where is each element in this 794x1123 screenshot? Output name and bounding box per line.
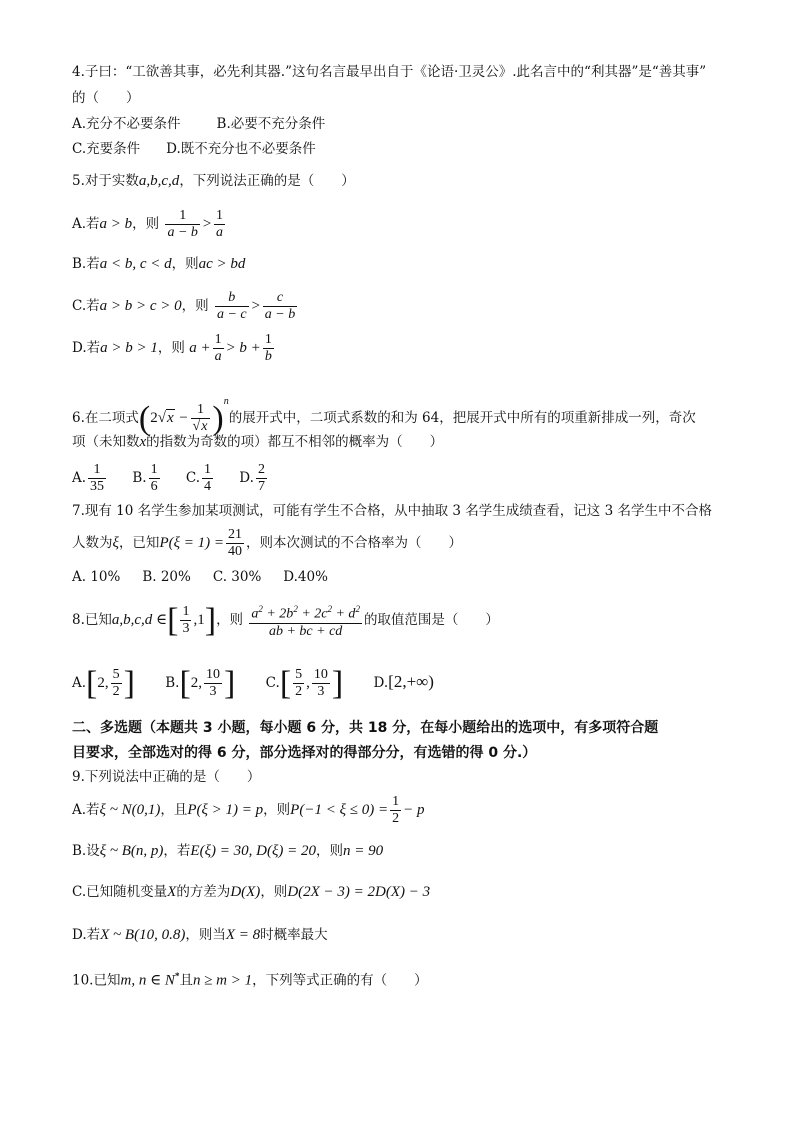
q9-b-prefix: B.设: [72, 843, 100, 859]
q7-stem-line1: 7.现有 10 名学生参加某项测试，可能有学生不合格，从中抽取 3 名学生成绩查看，记这 3 名学生中不合格: [72, 503, 712, 519]
q6-line2-prefix: 项（未知数: [72, 434, 140, 450]
q5-stem: [72, 171, 355, 191]
q5-d-then: ，则: [157, 340, 185, 356]
q9-option-b: [72, 841, 383, 861]
q6-stem-prefix: 6.在二项式: [72, 410, 139, 426]
q5-b-prefix: B.若: [72, 256, 100, 272]
q6-option-a-frac: $\frac{1}{35}$: [90, 462, 105, 494]
q8-then: ，则: [216, 612, 244, 628]
q9-b-cond: E(ξ) = 30, D(ξ) = 20: [190, 843, 316, 859]
q5-vars: a,b,c,d: [138, 173, 180, 189]
q8-option-b-label: B.: [165, 675, 180, 691]
q4-stem-line2: 的（ ）: [72, 90, 140, 106]
q4-option-d: D.既不充分也不必要条件: [166, 141, 316, 157]
q5-option-b: [72, 254, 245, 274]
q7-frac: $\frac{21}{40}$: [228, 527, 243, 559]
q8-expression: $\frac{a^2 + 2b^2 + 2c^2 + d^2}{ab + bc + cd}$: [249, 601, 362, 640]
q7-option-d: D.40%: [283, 569, 328, 585]
section2-header-line1: 二、多选题（本题共 3 小题，每小题 6 分，共 18 分，在每小题给出的选项中，有多项符合题: [72, 720, 659, 736]
q9-option-d: [72, 925, 328, 945]
q7-stem-line2: [72, 525, 462, 561]
q8-option-a-label: A.: [72, 675, 87, 691]
q9-a-prob: P(ξ > 1) = p: [187, 802, 264, 818]
q6-options: [72, 460, 269, 496]
q5-stem-prefix: 5.对于实数: [72, 173, 139, 189]
q9-b-result: n = 90: [343, 843, 384, 859]
q5-d-prefix: D.若: [72, 340, 101, 356]
q6-exponent: n: [223, 396, 229, 407]
q6-option-d-frac: $\frac{2}{7}$: [257, 462, 265, 494]
q6-option-d-label: D.: [239, 470, 254, 486]
q6-binomial-frac: $\frac{1}{√x}$: [191, 402, 211, 435]
q9-a-prefix: A.若: [72, 802, 100, 818]
q6-option-a-label: A.: [72, 470, 87, 486]
q5-a-then: ，则: [132, 216, 160, 232]
q6-option-b-frac: $\frac{1}{6}$: [150, 462, 158, 494]
q5-a-frac-left: $\frac{1}{a - b}$: [167, 208, 198, 240]
q9-d-prefix: D.若: [72, 927, 101, 943]
q10-star: *: [174, 971, 180, 981]
q7-options: [72, 567, 328, 587]
q5-b-then: ，则: [171, 256, 199, 272]
q4-options-cd: [72, 139, 316, 159]
q10-mid: 且: [179, 972, 193, 989]
q4-options-ab: [72, 114, 325, 134]
q5-d-frac-left: $\frac{1}{a}$: [214, 332, 222, 364]
q4-option-a: A.充分不必要条件: [72, 116, 181, 132]
q7-line2-prefix: 人数为: [72, 535, 113, 551]
q5-a-frac-right: $\frac{1}{a}$: [216, 208, 224, 240]
q9-d-dist: X ~ B(10, 0.8): [100, 927, 186, 943]
q6-option-b-label: B.: [132, 470, 147, 486]
q9-a-then: ，则: [263, 802, 291, 818]
q7-option-a: A. 10%: [72, 569, 121, 585]
q6-line2-suffix: 的指数为奇数的项）都互不相邻的概率为（ ）: [146, 434, 444, 450]
q8-vars: a,b,c,d ∈: [111, 612, 168, 628]
q6-stem-line2: [72, 432, 443, 452]
q5-a-prefix: A.若: [72, 216, 100, 232]
q4-stem-line1: 4.子曰：“工欲善其事，必先利其器.”这句名言最早出自于《论语·卫灵公》.此名言中的“利其器”是“善其事”: [72, 64, 707, 80]
q7-option-c: C. 30%: [212, 569, 262, 585]
q6-option-c-label: C.: [185, 470, 200, 486]
q4-option-c: C.充要条件: [72, 141, 141, 157]
q10-stem: [72, 966, 428, 991]
q9-a-dist: ξ ~ N(0,1): [99, 802, 161, 818]
q9-c-dx: D(X): [230, 884, 261, 900]
q6-line2-var: x: [139, 434, 147, 450]
q9-d-cond: X = 8: [225, 927, 261, 943]
q9-c-then: ，则: [260, 884, 288, 900]
q9-stem: 9.下列说法中正确的是（ ）: [72, 769, 261, 785]
q6-option-c-frac: $\frac{1}{4}$: [204, 462, 211, 494]
q10-suffix: ，下列等式正确的有（ ）: [252, 972, 428, 989]
q6-stem-suffix: 的展开式中，二项式系数的和为 64，把展开式中所有的项重新排成一列，奇次: [228, 410, 696, 426]
q9-c-var: X: [167, 884, 177, 900]
q9-b-mid: ，若: [163, 843, 191, 859]
q5-c-cond: a > b > c > 0: [99, 298, 182, 314]
q9-a-result: P(−1 < ξ ≤ 0) =: [290, 802, 389, 818]
q5-option-a: A.若a > b，则 $\frac{1}{a - b}$ > $\frac{1}{a}$: [72, 208, 224, 240]
q9-option-c: [72, 882, 430, 902]
q9-d-mid: ，则当: [185, 927, 226, 943]
q7-xi: ξ: [112, 535, 119, 551]
q5-b-result: ac > bd: [198, 256, 246, 272]
q10-stem-prefix: 10.已知: [72, 972, 121, 989]
q8-options: A.[2, $\frac{5}{2}$ ] B.[2, $\frac{10}{3}$ ] C.[ $\frac{5}{2}$ , $\frac{10}{3}$ ] D.[2,+∞): [72, 664, 434, 702]
q9-a-tail: − p: [403, 802, 425, 818]
q5-b-cond: a < b, c < d: [99, 256, 172, 272]
q9-c-prefix: C.已知随机变量: [72, 884, 168, 900]
q7-known: ，已知: [118, 535, 160, 551]
q8-stem-prefix: 8.已知: [72, 612, 112, 628]
q5-option-d: D.若a > b > 1，则 a + $\frac{1}{a}$ > b + $\frac{1}{b}$: [72, 332, 272, 364]
q7-line2-suffix: ，则本次测试的不合格率为（ ）: [246, 535, 463, 551]
q6-stem-line1: 6.在二项式(2√x − $\frac{1}{√x}$ )$^n$的展开式中，二项式系数的和为 64，把展开式中所有的项重新排成一列，奇次: [72, 396, 696, 437]
q9-b-then: ，则: [316, 843, 343, 859]
q10-vars: m, n ∈ N: [120, 972, 175, 989]
q9-c-result: D(2X − 3) = 2D(X) − 3: [287, 884, 431, 900]
q9-a-mid: ，且: [160, 802, 188, 818]
q8-option-d-label: D.: [373, 675, 389, 691]
q5-c-prefix: C.若: [72, 298, 100, 314]
q5-option-c: C.若a > b > c > 0，则 $\frac{b}{a - c}$ > $\frac{c}{a - b}$: [72, 290, 296, 322]
q5-c-then: ，则: [181, 298, 209, 314]
q5-stem-suffix: ，下列说法正确的是（ ）: [179, 173, 355, 189]
q8-interval-lower: $\frac{1}{3}$: [182, 604, 190, 636]
q10-cond: n ≥ m > 1: [192, 972, 253, 989]
q5-d-cond: a > b > 1: [100, 340, 158, 356]
q4-option-b: B.必要不充分条件: [216, 116, 326, 132]
q9-b-dist: ξ ~ B(n, p): [99, 843, 164, 859]
q5-c-frac-right: $\frac{c}{a - b}$: [264, 290, 296, 322]
section2-header-line2: 目要求，全部选对的得 6 分，部分选择对的得部分分，有选错的得 0 分.）: [72, 745, 537, 761]
q7-p-expr: P(ξ = 1) =: [159, 535, 225, 551]
q9-option-a: A.若ξ ~ N(0,1)，且P(ξ > 1) = p，则P(−1 < ξ ≤ 0) = $\frac{1}{2}$ − p: [72, 794, 425, 826]
q9-d-suffix: 时概率最大: [260, 927, 328, 943]
q5-d-frac-right: $\frac{1}{b}$: [264, 332, 272, 364]
q5-a-cond: a > b: [99, 216, 133, 232]
q8-suffix: 的取值范围是（ ）: [363, 612, 499, 628]
q8-stem: 8.已知a,b,c,d ∈[ $\frac{1}{3}$ ,1]，则 $\frac{a^2 + 2b^2 + 2c^2 + d^2}{ab + bc + cd}$ 的取值范围是（ ）: [72, 601, 499, 639]
q8-option-c-label: C.: [265, 675, 280, 691]
q7-option-b: B. 20%: [142, 569, 191, 585]
q5-c-frac-left: $\frac{b}{a - c}$: [216, 290, 247, 322]
q9-c-mid: 的方差为: [176, 884, 231, 900]
